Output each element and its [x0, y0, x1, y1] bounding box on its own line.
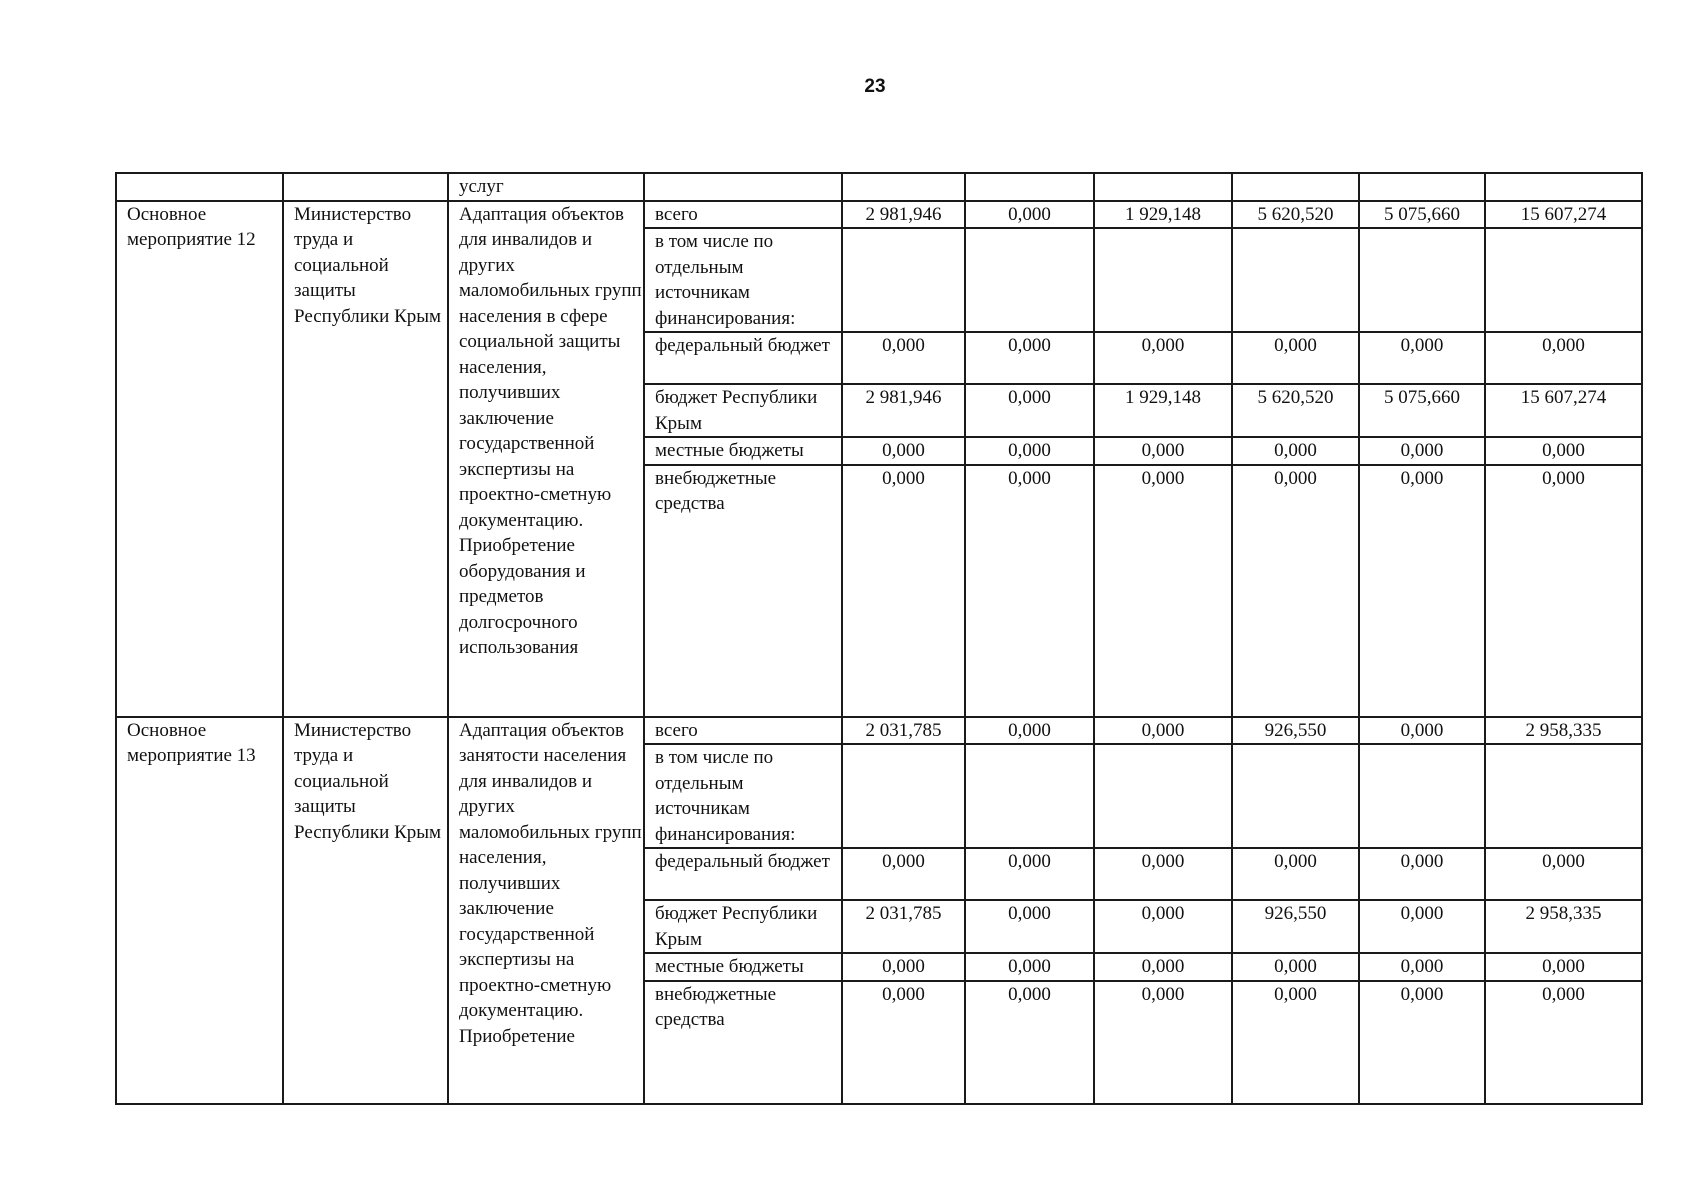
table-row [116, 201, 1642, 229]
value-cell: 0,000 [1094, 981, 1232, 1104]
value-cell [1094, 228, 1232, 332]
value-cell: 5 075,660 [1359, 384, 1485, 437]
value-cell: 2 981,946 [842, 201, 965, 229]
value-cell: 0,000 [1359, 717, 1485, 745]
value-cell: 0,000 [1094, 465, 1232, 717]
value-cell [1359, 744, 1485, 848]
value-cell: 0,000 [965, 900, 1094, 953]
funding-source: федеральный бюджет [644, 848, 842, 900]
value-cell [1094, 744, 1232, 848]
value-cell: 0,000 [1232, 437, 1359, 465]
value-cell: 0,000 [1232, 848, 1359, 900]
value-cell: 0,000 [1359, 900, 1485, 953]
value-cell: 0,000 [1359, 332, 1485, 384]
value-cell: 0,000 [1359, 848, 1485, 900]
value-cell: 0,000 [842, 465, 965, 717]
value-cell: 0,000 [1094, 332, 1232, 384]
funding-source: местные бюджеты [644, 437, 842, 465]
value-cell: 0,000 [965, 848, 1094, 900]
value-cell: 0,000 [1232, 953, 1359, 981]
funding-source: бюджет Республики Крым [644, 900, 842, 953]
value-cell: 2 981,946 [842, 384, 965, 437]
value-cell: 2 958,335 [1485, 717, 1642, 745]
value-cell: 0,000 [965, 384, 1094, 437]
value-cell [842, 228, 965, 332]
continuation-descriptor-tail: услуг [448, 173, 644, 201]
value-cell: 0,000 [1094, 848, 1232, 900]
table-row [116, 173, 1642, 201]
measure-name: Основное мероприятие 13 [116, 717, 283, 1104]
value-cell: 0,000 [842, 332, 965, 384]
funding-source: внебюджетные средства [644, 981, 842, 1104]
value-cell: 926,550 [1232, 717, 1359, 745]
continuation-empty-cell [842, 173, 965, 201]
value-cell: 0,000 [1485, 981, 1642, 1104]
value-cell: 15 607,274 [1485, 201, 1642, 229]
value-cell [965, 228, 1094, 332]
value-cell [965, 744, 1094, 848]
value-cell: 0,000 [1094, 953, 1232, 981]
value-cell: 15 607,274 [1485, 384, 1642, 437]
value-cell: 5 620,520 [1232, 201, 1359, 229]
value-cell: 0,000 [1485, 848, 1642, 900]
value-cell [1359, 228, 1485, 332]
value-cell: 0,000 [965, 437, 1094, 465]
value-cell: 0,000 [1359, 465, 1485, 717]
value-cell: 0,000 [1094, 900, 1232, 953]
value-cell: 2 031,785 [842, 717, 965, 745]
value-cell: 0,000 [965, 953, 1094, 981]
value-cell: 0,000 [842, 437, 965, 465]
value-cell: 0,000 [965, 332, 1094, 384]
value-cell: 0,000 [1485, 437, 1642, 465]
value-cell: 5 075,660 [1359, 201, 1485, 229]
value-cell: 0,000 [1359, 953, 1485, 981]
funding-source: местные бюджеты [644, 953, 842, 981]
funding-source: всего [644, 717, 842, 745]
page-number: 23 [864, 76, 886, 97]
value-cell: 0,000 [842, 981, 965, 1104]
measure-executor: Министерство труда и социальной защиты Республики Крым [283, 201, 448, 717]
value-cell: 0,000 [1232, 465, 1359, 717]
value-cell [842, 744, 965, 848]
value-cell: 1 929,148 [1094, 384, 1232, 437]
value-cell: 0,000 [1485, 332, 1642, 384]
continuation-empty-cell [1359, 173, 1485, 201]
value-cell: 0,000 [1485, 953, 1642, 981]
value-cell [1485, 228, 1642, 332]
value-cell: 0,000 [1359, 437, 1485, 465]
measure-executor: Министерство труда и социальной защиты Республики Крым [283, 717, 448, 1104]
value-cell [1485, 744, 1642, 848]
budget-table [115, 172, 1643, 1105]
value-cell: 0,000 [1232, 332, 1359, 384]
value-cell: 0,000 [1359, 981, 1485, 1104]
funding-source: всего [644, 201, 842, 229]
value-cell: 0,000 [965, 201, 1094, 229]
measure-description: Адаптация объектов для инвалидов и других маломобильных групп населения в сфере социальной защиты населения, получивших заключение государственной экспертизы на проектно-сметную документацию. Приобретение оборудования и предметов долгосрочного использования [448, 201, 644, 717]
value-cell: 926,550 [1232, 900, 1359, 953]
funding-source: в том числе по отдельным источникам финансирования: [644, 228, 842, 332]
value-cell: 0,000 [965, 465, 1094, 717]
funding-source: внебюджетные средства [644, 465, 842, 717]
value-cell: 2 958,335 [1485, 900, 1642, 953]
funding-source: в том числе по отдельным источникам финансирования: [644, 744, 842, 848]
measure-name: Основное мероприятие 12 [116, 201, 283, 717]
continuation-empty-cell [116, 173, 283, 201]
continuation-empty-cell [644, 173, 842, 201]
value-cell: 1 929,148 [1094, 201, 1232, 229]
value-cell: 0,000 [842, 848, 965, 900]
continuation-empty-cell [965, 173, 1094, 201]
value-cell: 5 620,520 [1232, 384, 1359, 437]
value-cell: 0,000 [1485, 465, 1642, 717]
table-row [116, 717, 1642, 745]
value-cell: 2 031,785 [842, 900, 965, 953]
value-cell: 0,000 [1232, 981, 1359, 1104]
funding-source: бюджет Республики Крым [644, 384, 842, 437]
continuation-empty-cell [283, 173, 448, 201]
value-cell: 0,000 [842, 953, 965, 981]
continuation-empty-cell [1094, 173, 1232, 201]
value-cell: 0,000 [965, 981, 1094, 1104]
value-cell: 0,000 [1094, 717, 1232, 745]
value-cell [1232, 744, 1359, 848]
value-cell: 0,000 [1094, 437, 1232, 465]
measure-description: Адаптация объектов занятости населения для инвалидов и других маломобильных групп населения, получивших заключение государственной экспертизы на проектно-сметную документацию. Приобретение [448, 717, 644, 1104]
funding-source: федеральный бюджет [644, 332, 842, 384]
continuation-empty-cell [1232, 173, 1359, 201]
value-cell: 0,000 [965, 717, 1094, 745]
continuation-empty-cell [1485, 173, 1642, 201]
value-cell [1232, 228, 1359, 332]
